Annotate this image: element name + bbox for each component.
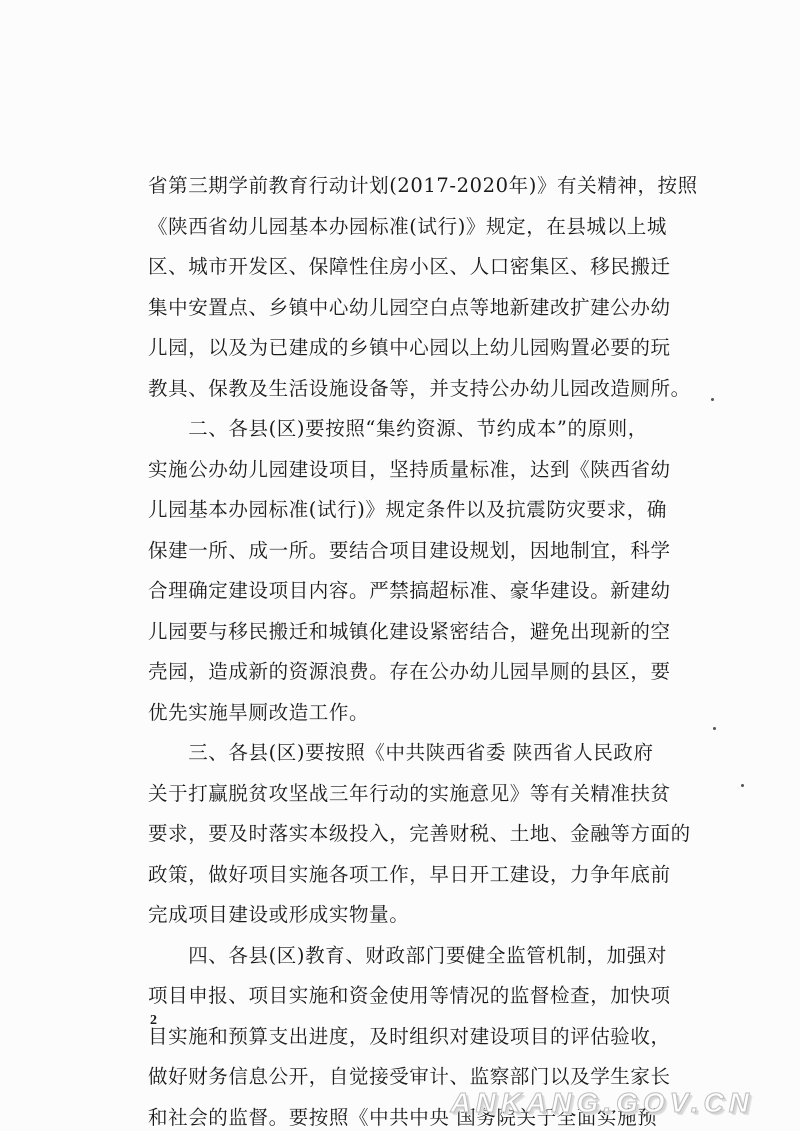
text-line: 保建一所、成一所。要结合项目建设规划，因地制宜，科学 bbox=[148, 531, 668, 572]
page-number: 2 bbox=[150, 1013, 157, 1029]
text-line: 儿园基本办园标准(试行)》规定条件以及抗震防灾要求，确 bbox=[148, 490, 668, 531]
text-line: 省第三期学前教育行动计划(2017-2020年)》有关精神，按照 bbox=[148, 166, 668, 207]
text-line: 四、各县(区)教育、财政部门要健全监管机制，加强对 bbox=[148, 936, 668, 977]
text-line: 三、各县(区)要按照《中共陕西省委 陕西省人民政府 bbox=[148, 733, 668, 774]
scan-speck bbox=[711, 398, 714, 401]
text-line: 和社会的监督。要按照《中共中央 国务院关于全面实施预 bbox=[148, 1098, 668, 1138]
text-line: 实施公办幼儿园建设项目，坚持质量标准，达到《陕西省幼 bbox=[148, 450, 668, 491]
text-line: 完成项目建设或形成实物量。 bbox=[148, 895, 668, 936]
text-line: 合理确定建设项目内容。严禁搞超标准、豪华建设。新建幼 bbox=[148, 571, 668, 612]
text-line: 《陕西省幼儿园基本办园标准(试行)》规定，在县城以上城 bbox=[148, 207, 668, 248]
text-line: 项目申报、项目实施和资金使用等情况的监督检查，加快项 bbox=[148, 976, 668, 1017]
text-line: 儿园要与移民搬迁和城镇化建设紧密结合，避免出现新的空 bbox=[148, 612, 668, 653]
document-body bbox=[148, 166, 668, 1138]
text-line: 优先实施旱厕改造工作。 bbox=[148, 693, 668, 734]
text-line: 二、各县(区)要按照“集约资源、节约成本”的原则， bbox=[148, 409, 668, 450]
text-line: 关于打赢脱贫攻坚战三年行动的实施意见》等有关精准扶贫 bbox=[148, 774, 668, 815]
text-line: 儿园，以及为已建成的乡镇中心园以上幼儿园购置必要的玩 bbox=[148, 328, 668, 369]
site-watermark: ANKANG.GOV.CN bbox=[450, 1087, 754, 1119]
text-line: 壳园，造成新的资源浪费。存在公办幼儿园旱厕的县区，要 bbox=[148, 652, 668, 693]
text-line: 要求，要及时落实本级投入，完善财税、土地、金融等方面的 bbox=[148, 814, 668, 855]
text-line: 做好财务信息公开，自觉接受审计、监察部门以及学生家长 bbox=[148, 1057, 668, 1098]
text-line: 集中安置点、乡镇中心幼儿园空白点等地新建改扩建公办幼 bbox=[148, 288, 668, 329]
text-line: 区、城市开发区、保障性住房小区、人口密集区、移民搬迁 bbox=[148, 247, 668, 288]
text-line: 教具、保教及生活设施设备等，并支持公办幼儿园改造厕所。 bbox=[148, 369, 668, 410]
text-line: 目实施和预算支出进度，及时组织对建设项目的评估验收， bbox=[148, 1017, 668, 1058]
scan-speck bbox=[713, 727, 716, 730]
scan-speck bbox=[741, 784, 744, 787]
text-line: 政策，做好项目实施各项工作，早日开工建设，力争年底前 bbox=[148, 855, 668, 896]
